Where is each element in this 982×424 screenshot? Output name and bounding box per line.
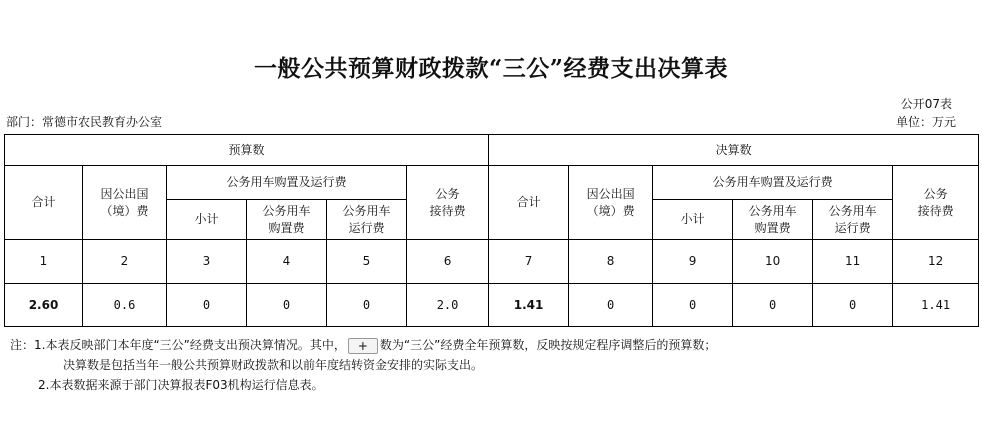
final-total-header: 合计 bbox=[489, 166, 569, 240]
department-label: 部门：常德市农民教育办公室 bbox=[6, 115, 163, 129]
budget-vehicle-operation-header: 公务用车 运行费 bbox=[327, 200, 407, 240]
final-vehicle-group-header: 公务用车购置及运行费 bbox=[653, 166, 893, 200]
budget-total-header: 合计 bbox=[5, 166, 83, 240]
final-vehicle-purchase-header: 公务用车 购置费 bbox=[733, 200, 813, 240]
index-cell: 2 bbox=[83, 240, 167, 284]
index-cell: 4 bbox=[247, 240, 327, 284]
index-cell: 8 bbox=[569, 240, 653, 284]
index-cell: 10 bbox=[733, 240, 813, 284]
budget-vehicle-purchase-value: 0 bbox=[247, 284, 327, 327]
value-row bbox=[5, 284, 979, 327]
note-1-prefix: 注：1.本表反映部门本年度“三公”经费支出预决算情况。其中， bbox=[10, 338, 346, 352]
note-line-3: 2.本表数据来源于部门决算报表F03机构运行信息表。 bbox=[38, 378, 324, 392]
budget-subtotal-header: 小计 bbox=[167, 200, 247, 240]
index-cell: 11 bbox=[813, 240, 893, 284]
final-vehicle-operation-value: 0 bbox=[813, 284, 893, 327]
budget-vehicle-purchase-header: 公务用车 购置费 bbox=[247, 200, 327, 240]
final-group-header: 决算数 bbox=[489, 135, 979, 166]
budget-total-value: 2.60 bbox=[5, 284, 83, 327]
final-abroad-value: 0 bbox=[569, 284, 653, 327]
index-cell: 9 bbox=[653, 240, 733, 284]
budget-reception-header: 公务 接待费 bbox=[407, 166, 489, 240]
budget-abroad-value: 0.6 bbox=[83, 284, 167, 327]
form-number: 公开07表 bbox=[900, 97, 952, 111]
budget-vehicle-group-header: 公务用车购置及运行费 bbox=[167, 166, 407, 200]
index-cell: 7 bbox=[489, 240, 569, 284]
index-cell: 6 bbox=[407, 240, 489, 284]
final-reception-header: 公务 接待费 bbox=[893, 166, 979, 240]
budget-abroad-header: 因公出国 （境）费 bbox=[83, 166, 167, 240]
column-index-row bbox=[5, 240, 979, 284]
index-cell: 3 bbox=[167, 240, 247, 284]
plus-icon[interactable]: + bbox=[348, 338, 378, 354]
budget-group-header: 预算数 bbox=[5, 135, 489, 166]
note-1-suffix: 数为“三公”经费全年预算数，反映按规定程序调整后的预算数； bbox=[379, 338, 717, 352]
page-title: 一般公共预算财政拨款“三公”经费支出决算表 bbox=[254, 55, 728, 82]
final-total-value: 1.41 bbox=[489, 284, 569, 327]
index-cell: 12 bbox=[893, 240, 979, 284]
final-vehicle-purchase-value: 0 bbox=[733, 284, 813, 327]
index-cell: 5 bbox=[327, 240, 407, 284]
final-abroad-header: 因公出国 （境）费 bbox=[569, 166, 653, 240]
notes-section bbox=[10, 335, 980, 395]
budget-reception-value: 2.0 bbox=[407, 284, 489, 327]
budget-vehicle-operation-value: 0 bbox=[327, 284, 407, 327]
note-line-1 bbox=[10, 335, 980, 355]
final-reception-value: 1.41 bbox=[893, 284, 979, 327]
note-line-2: 决算数是包括当年一般公共预算财政拨款和以前年度结转资金安排的实际支出。 bbox=[63, 358, 484, 372]
final-subtotal-header: 小计 bbox=[653, 200, 733, 240]
budget-subtotal-value: 0 bbox=[167, 284, 247, 327]
unit-label: 单位：万元 bbox=[895, 115, 956, 129]
index-cell: 1 bbox=[5, 240, 83, 284]
final-subtotal-value: 0 bbox=[653, 284, 733, 327]
three-public-expenses-table bbox=[4, 134, 979, 327]
final-vehicle-operation-header: 公务用车 运行费 bbox=[813, 200, 893, 240]
